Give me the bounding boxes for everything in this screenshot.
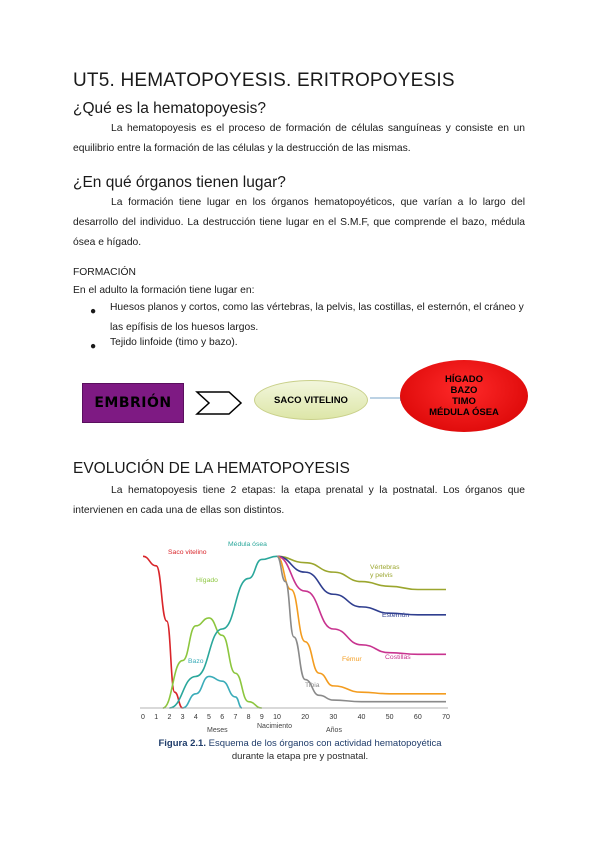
series-label: Bazo [188,658,204,665]
x-tick-label: 4 [193,714,198,721]
x-tick-label: 40 [357,714,366,721]
figure-caption [150,738,450,749]
label-nacimiento: Nacimiento [257,723,293,730]
series-label: Esternón [382,612,410,619]
bullet-icon: ● [90,306,97,317]
series-label: Médula ósea [228,541,267,548]
x-tick-label: 6 [220,714,225,721]
series-label: Vértebras y pelvis [370,564,400,579]
paragraph-evolution: La hematopoyesis tiene 2 etapas: la etapa prenatal y la postnatal. Los órganos que intervienen en cada una de ellas son distintos. [73,485,525,516]
x-tick-labels [141,714,450,721]
paragraph-definition: La hematopoyesis es el proceso de formación de células sanguíneas y consiste en un equilibrio entre la formación de las células y la destrucción de las mismas. [73,123,525,154]
x-tick-label: 1 [154,714,159,721]
series-line-0 [143,556,183,708]
series-label: Costillas [385,654,411,661]
series-line-2 [183,676,242,708]
label-anos: Años [326,727,342,734]
organs-ellipse [400,360,528,432]
series-label: Hígado [196,577,218,584]
bullet-item: Tejido linfoide (timo y bazo). [110,337,238,348]
series-label: Tibia [305,682,320,689]
organ-label: MÉDULA ÓSEA [429,407,499,418]
organ-label: BAZO [450,385,478,396]
series-line-3 [169,556,277,708]
x-tick-label: 8 [246,714,251,721]
series-label: Fémur [342,656,362,663]
embrion-box: EMBRIÓN [82,383,184,423]
series-line-8 [277,556,446,701]
x-tick-label: 7 [233,714,238,721]
series-line-5 [277,556,446,614]
x-tick-label: 10 [273,714,281,721]
x-tick-label: 9 [259,714,264,721]
x-tick-label: 5 [207,714,211,721]
x-tick-label: 60 [413,714,422,721]
x-tick-label: 3 [180,714,185,721]
organ-label: HÍGADO [445,374,483,385]
x-tick-label: 50 [385,714,394,721]
series-line-4 [277,556,446,589]
organ-label: TIMO [452,396,476,407]
x-tick-label: 2 [167,714,172,721]
x-tick-label: 70 [442,714,450,721]
caption-bold: Figura 2.1. [158,738,206,749]
series-label: Saco vitelino [168,549,207,556]
section-heading-what: ¿Qué es la hematopoyesis? [73,100,266,117]
page-title: UT5. HEMATOPOYESIS. ERITROPOYESIS [73,70,455,91]
label-meses: Meses [207,727,228,734]
paragraph-organs: La formación tiene lugar en los órganos hematopoyéticos, que varían a lo largo del desarrollo del individuo. La destrucción tiene lugar en el S.M.F, que comprende el bazo, médula ósea e hígado. [73,197,525,248]
bullet-icon: ● [90,341,97,352]
series-line-1 [163,618,262,708]
formation-label: FORMACIÓN [73,267,136,278]
x-tick-label: 20 [301,714,310,721]
x-tick-label: 30 [329,714,338,721]
section-heading-organs: ¿En qué órganos tienen lugar? [73,174,286,191]
figure-caption-line2: durante la etapa pre y postnatal. [231,751,369,762]
section-heading-evolution: EVOLUCIÓN DE LA HEMATOPOYESIS [73,460,350,477]
x-tick-label: 0 [141,714,145,721]
caption-text: Esquema de los órganos con actividad hematopoyética [205,738,442,749]
chart-curves [143,556,446,708]
saco-vitelino-ellipse: SACO VITELINO [254,380,368,420]
chevron-arrow-icon [195,390,245,416]
formation-intro: En el adulto la formación tiene lugar en: [73,285,255,296]
bullet-item: Huesos planos y cortos, como las vértebras, la pelvis, las costillas, el esternón, el cráneo y las epífisis de los huesos largos. [110,302,524,333]
hematopoiesis-chart [130,525,460,740]
